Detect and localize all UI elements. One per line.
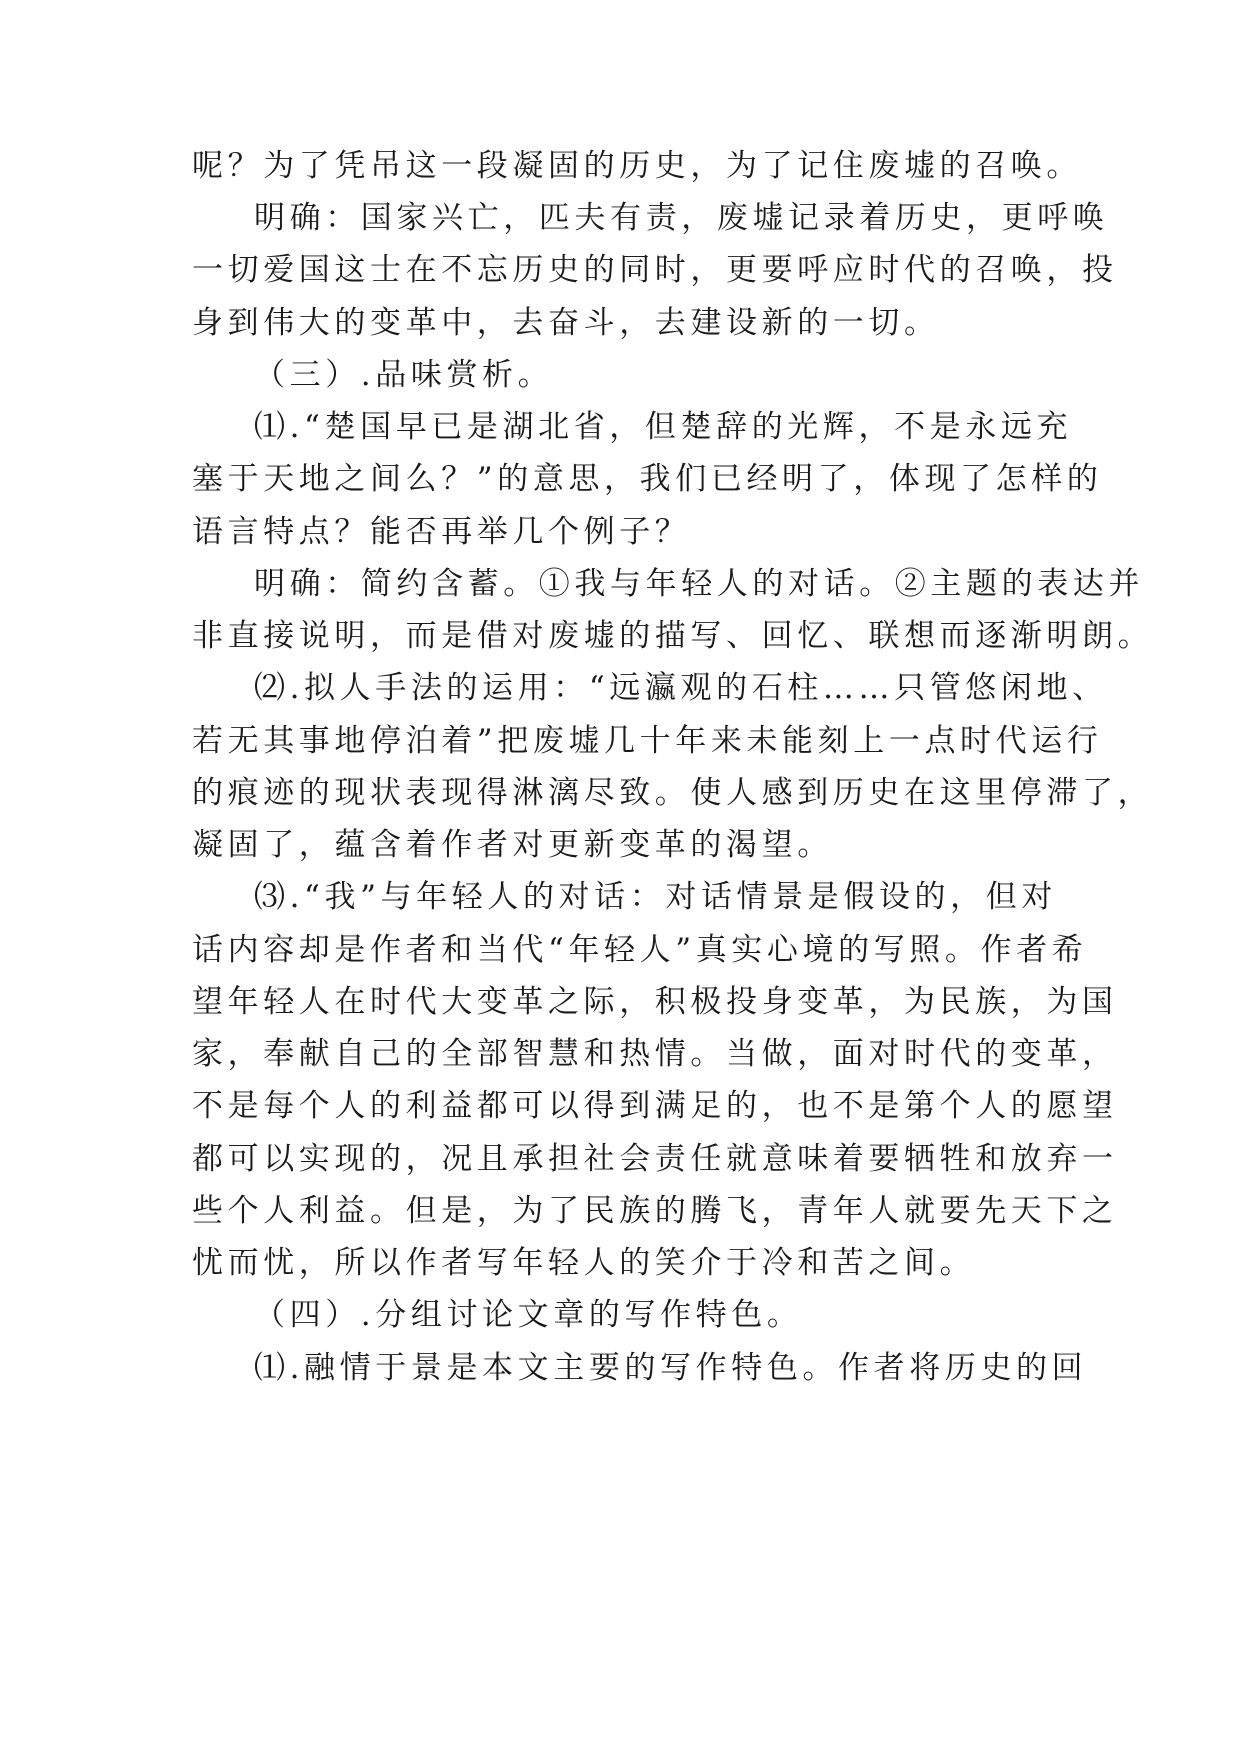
text-line: 家，奉献自己的全部智慧和热情。当做，面对时代的变革， xyxy=(192,1036,1118,1072)
text-line: 明确：国家兴亡，匹夫有责，废墟记录着历史，更呼唤 xyxy=(254,200,1109,236)
text-line: 若无其事地停泊着”把废墟几十年来未能刻上一点时代运行 xyxy=(192,723,1103,759)
text-line: 非直接说明，而是借对废墟的描写、回忆、联想而逐渐明朗。 xyxy=(192,618,1154,654)
text-line: 都可以实现的，况且承担社会责任就意味着要牺牲和放弃一 xyxy=(192,1141,1118,1177)
text-line: 些个人利益。但是，为了民族的腾飞，青年人就要先天下之 xyxy=(192,1193,1118,1229)
text-line: 望年轻人在时代大变革之际，积极投身变革，为民族，为国 xyxy=(192,984,1118,1020)
text-line: 话内容却是作者和当代“年轻人”真实心境的写照。作者希 xyxy=(192,932,1088,968)
text-line: 一切爱国这士在不忘历史的同时，更要呼应时代的召唤，投 xyxy=(192,252,1118,288)
text-line: 呢？为了凭吊这一段凝固的历史，为了记住废墟的召唤。 xyxy=(192,148,1082,184)
text-line: ⑵.拟人手法的运用：“远瀛观的石柱……只管悠闲地、 xyxy=(254,670,1108,706)
text-line: 身到伟大的变革中，去奋斗，去建设新的一切。 xyxy=(192,305,940,341)
text-line: 凝固了，蕴含着作者对更新变革的渴望。 xyxy=(192,827,833,863)
text-line: ⑴.“楚国早已是湖北省，但楚辞的光辉，不是永远充 xyxy=(254,409,1073,445)
section-heading: （四）.分组讨论文章的写作特色。 xyxy=(254,1297,803,1333)
text-line: 的痕迹的现状表现得淋漓尽致。使人感到历史在这里停滞了， xyxy=(192,775,1154,811)
section-heading: （三）.品味赏析。 xyxy=(254,357,554,393)
text-line: 忧而忧，所以作者写年轻人的笑介于冷和苦之间。 xyxy=(192,1245,976,1281)
text-line: 不是每个人的利益都可以得到满足的，也不是第个人的愿望 xyxy=(192,1088,1118,1124)
text-line: ⑴.融情于景是本文主要的写作特色。作者将历史的回 xyxy=(254,1350,1088,1386)
text-line: ⑶.“我”与年轻人的对话：对话情景是假设的，但对 xyxy=(254,879,1057,915)
text-line: 明确：简约含蓄。①我与年轻人的对话。②主题的表达并 xyxy=(254,566,1144,602)
text-line: 语言特点？能否再举几个例子？ xyxy=(192,514,691,550)
text-line: 塞于天地之间么？”的意思，我们已经明了，体现了怎样的 xyxy=(192,461,1103,497)
